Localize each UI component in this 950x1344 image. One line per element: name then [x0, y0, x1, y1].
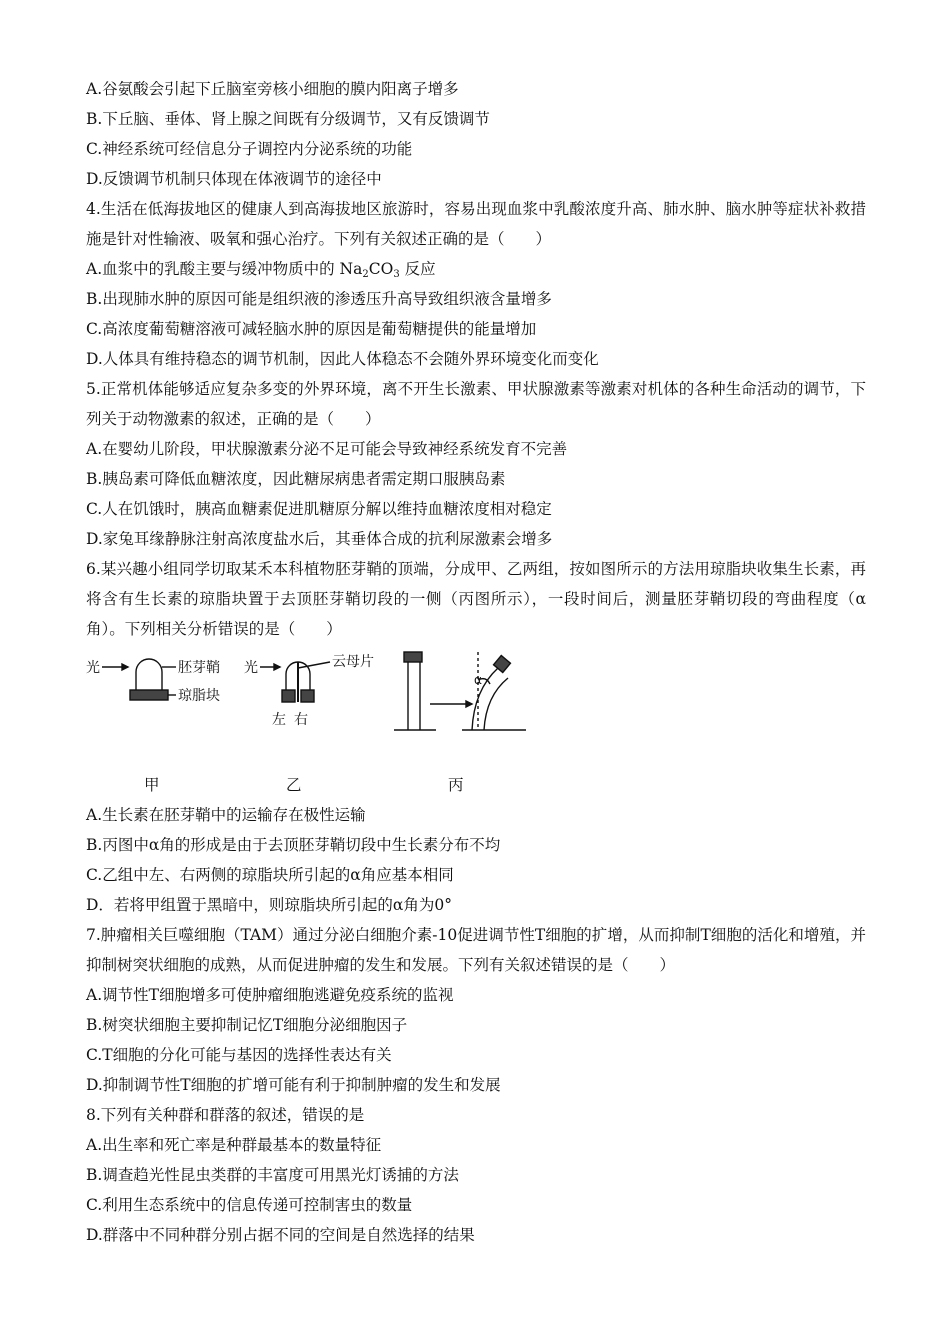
agar-block-3: [404, 652, 422, 662]
label-alpha: α: [474, 673, 482, 687]
q6-stem: 6.某兴趣小组同学切取某禾本科植物胚芽鞘的顶端，分成甲、乙两组，按如图所示的方法用琼脂块收集生长素，再将含有生长素的琼脂块置于去顶胚芽鞘切段的一侧（丙图所示），一段时间后，测量胚芽鞘切段的弯曲程度（α角）。下列相关分析错误的是（ ）: [86, 560, 866, 638]
exam-page: [86, 74, 866, 1250]
question-5: [86, 374, 866, 554]
subscript-3: 3: [393, 269, 400, 280]
q5-option-d: D.家兔耳缘静脉注射高浓度盐水后，其垂体合成的抗利尿激素会增多: [86, 530, 553, 548]
q4-option-a-end: 反应: [399, 260, 436, 278]
q7-option-c: C.T细胞的分化可能与基因的选择性表达有关: [86, 1046, 392, 1064]
q8-option-d: D.群落中不同种群分别占据不同的空间是自然选择的结果: [86, 1226, 475, 1244]
q5-option-c: C.人在饥饿时，胰高血糖素促进肌糖原分解以维持血糖浓度相对稳定: [86, 500, 552, 518]
q6-option-a: A.生长素在胚芽鞘中的运输存在极性运输: [86, 806, 366, 824]
question-6: [86, 554, 866, 920]
question-3-options: [86, 74, 866, 194]
q7-option-b: B.树突状细胞主要抑制记忆T细胞分泌细胞因子: [86, 1016, 408, 1034]
question-7: [86, 920, 866, 1100]
q3-option-c: C.神经系统可经信息分子调控内分泌系统的功能: [86, 140, 413, 158]
arrow-head-1: [122, 664, 128, 670]
q3-option-d: D.反馈调节机制只体现在体液调节的途径中: [86, 170, 382, 188]
agar-block-left: [282, 690, 295, 702]
subscript-2: 2: [362, 269, 369, 280]
q4-option-a-text: A.血浆中的乳酸主要与缓冲物质中的 Na: [86, 260, 363, 278]
q8-stem: 8.下列有关种群和群落的叙述，错误的是: [86, 1106, 365, 1124]
q6-option-b: B.丙图中α角的形成是由于去顶胚芽鞘切段中生长素分布不均: [86, 836, 501, 854]
q3-option-a: A.谷氨酸会引起下丘脑室旁核小细胞的膜内阳离子增多: [86, 80, 459, 98]
q5-stem: 5.正常机体能够适应复杂多变的外界环境，离不开生长激素、甲状腺激素等激素对机体的各种生命活动的调节，下列关于动物激素的叙述，正确的是（ ）: [86, 380, 866, 428]
q3-option-b: B.下丘脑、垂体、肾上腺之间既有分级调节，又有反馈调节: [86, 110, 490, 128]
q4-option-b: B.出现肺水肿的原因可能是组织液的渗透压升高导致组织液含量增多: [86, 290, 552, 308]
label-light-1: 光: [86, 660, 100, 676]
label-right: 右: [294, 712, 308, 728]
coleoptile-tip-1: [136, 659, 162, 690]
question-4: [86, 194, 866, 374]
label-light-2: 光: [244, 660, 258, 676]
q7-option-d: D.抑制调节性T细胞的扩增可能有利于抑制肿瘤的发生和发展: [86, 1076, 501, 1094]
label-mica: 云母片: [332, 654, 374, 670]
caption-jia: 甲: [144, 776, 160, 794]
coleoptile-diagram: [86, 650, 546, 770]
q5-option-a: A.在婴幼儿阶段，甲状腺激素分泌不足可能会导致神经系统发育不完善: [86, 440, 568, 458]
q8-option-b: B.调查趋光性昆虫类群的丰富度可用黑光灯诱捕的方法: [86, 1166, 459, 1184]
caption-yi: 乙: [286, 776, 302, 794]
q4-option-a: [86, 254, 866, 284]
q4-option-d: D.人体具有维持稳态的调节机制，因此人体稳态不会随外界环境变化而变化: [86, 350, 599, 368]
question-8: [86, 1100, 866, 1250]
q5-option-b: B.胰岛素可降低血糖浓度，因此糖尿病患者需定期口服胰岛素: [86, 470, 506, 488]
q4-stem: 4.生活在低海拔地区的健康人到高海拔地区旅游时，容易出现血浆中乳酸浓度升高、肺水肿、脑水肿等症状补救措施是针对性输液、吸氧和强心治疗。下列有关叙述正确的是（ ）: [86, 200, 866, 248]
q7-option-a: A.调节性T细胞增多可使肿瘤细胞逃避免疫系统的监视: [86, 986, 454, 1004]
q4-option-c: C.高浓度葡萄糖溶液可减轻脑水肿的原因是葡萄糖提供的能量增加: [86, 320, 537, 338]
label-coleoptile: 胚芽鞘: [178, 660, 220, 676]
agar-block-right: [301, 690, 314, 702]
agar-block-1: [130, 690, 168, 700]
q6-option-d: D．若将甲组置于黑暗中，则琼脂块所引起的α角为0°: [86, 896, 453, 914]
q7-stem: 7.肿瘤相关巨噬细胞（TAM）通过分泌白细胞介素-10促进调节性T细胞的扩增，从而抑制T细胞的活化和增殖，并抑制树突状细胞的成熟，从而促进肿瘤的发生和发展。下列有关叙述错误的是（ ）: [86, 926, 866, 974]
label-left: 左: [272, 712, 286, 728]
q4-option-a-co: CO: [368, 260, 394, 278]
q8-option-a: A.出生率和死亡率是种群最基本的数量特征: [86, 1136, 382, 1154]
q8-option-c: C.利用生态系统中的信息传递可控制害虫的数量: [86, 1196, 413, 1214]
arrow-head-3: [466, 701, 472, 707]
label-agar-block: 琼脂块: [178, 688, 220, 704]
decapitated-coleoptile: [408, 662, 420, 730]
coleoptile-figure: [86, 650, 866, 770]
arrow-head-2: [274, 664, 280, 670]
q6-option-c: C.乙组中左、右两侧的琼脂块所引起的α角应基本相同: [86, 866, 454, 884]
figure-captions: [86, 770, 866, 800]
caption-bing: 丙: [448, 776, 464, 794]
